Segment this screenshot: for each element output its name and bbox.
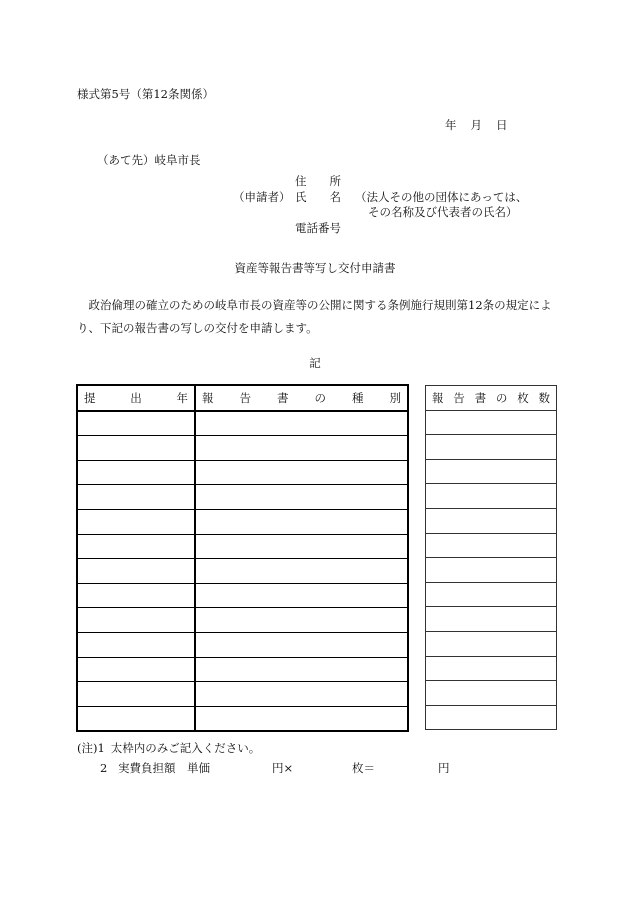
sheet-count-row	[426, 558, 557, 583]
report-table-row	[77, 436, 408, 461]
submission-year-cell[interactable]	[77, 485, 195, 510]
report-type-cell[interactable]	[195, 682, 408, 707]
yen-unit: 円	[438, 761, 450, 775]
submission-year-cell[interactable]	[77, 436, 195, 461]
report-table-row	[77, 706, 408, 731]
report-table	[76, 384, 409, 732]
report-table-header	[77, 385, 408, 411]
sheet-count-row	[426, 459, 557, 484]
address-label: 住 所	[295, 174, 341, 188]
header-char: 年	[176, 390, 188, 405]
report-type-cell[interactable]	[195, 608, 408, 633]
sheet-count-cell[interactable]	[426, 484, 557, 509]
sheet-count-row	[426, 410, 557, 435]
report-type-cell[interactable]	[195, 534, 408, 559]
sheet-count-cell[interactable]	[426, 705, 557, 730]
report-table-row	[77, 657, 408, 682]
note-2-text: 実費負担額 単価	[118, 761, 210, 775]
submission-year-cell[interactable]	[77, 706, 195, 731]
sheet-count-cell[interactable]	[426, 558, 557, 583]
report-table-row	[77, 682, 408, 707]
sheet-count-header	[426, 386, 557, 411]
submission-year-header	[77, 385, 195, 411]
report-type-cell[interactable]	[195, 632, 408, 657]
sheet-count-cell[interactable]	[426, 410, 557, 435]
sheet-count-cell[interactable]	[426, 631, 557, 656]
sheets-equals: 枚＝	[352, 761, 375, 775]
addressee: （あて先）岐阜市長	[97, 153, 201, 167]
submission-year-cell[interactable]	[77, 657, 195, 682]
sheet-count-row	[426, 484, 557, 509]
yen-times: 円×	[272, 761, 294, 775]
header-char: 報	[202, 390, 214, 405]
phone-label: 電話番号	[295, 221, 341, 235]
report-type-cell[interactable]	[195, 485, 408, 510]
report-type-cell[interactable]	[195, 657, 408, 682]
note-1-text: 太枠内のみご記入ください。	[110, 741, 261, 755]
sheet-count-row	[426, 435, 557, 460]
sheet-count-row	[426, 508, 557, 533]
submission-year-cell[interactable]	[77, 608, 195, 633]
submission-year-cell[interactable]	[77, 682, 195, 707]
note-label: (注)1	[77, 741, 105, 755]
sheet-count-cell[interactable]	[426, 582, 557, 607]
report-table-row	[77, 632, 408, 657]
report-table-row	[77, 485, 408, 510]
header-char: 出	[130, 390, 142, 405]
report-type-cell[interactable]	[195, 509, 408, 534]
header-char: 告	[239, 390, 251, 405]
report-table-body	[77, 411, 408, 732]
date-day-label: 日	[496, 118, 508, 132]
submission-year-cell[interactable]	[77, 534, 195, 559]
sheet-count-cell[interactable]	[426, 435, 557, 460]
header-char: 別	[389, 390, 401, 405]
sheet-count-row	[426, 681, 557, 706]
report-type-cell[interactable]	[195, 559, 408, 584]
submission-year-cell[interactable]	[77, 460, 195, 485]
name-note-line-1: （法人その他の団体にあっては、	[355, 190, 528, 204]
ki-heading: 記	[309, 356, 321, 370]
submission-year-cell[interactable]	[77, 583, 195, 608]
report-type-cell[interactable]	[195, 583, 408, 608]
submission-year-cell[interactable]	[77, 559, 195, 584]
sheet-count-row	[426, 656, 557, 681]
report-table-row	[77, 509, 408, 534]
sheet-count-cell[interactable]	[426, 607, 557, 632]
name-label: 氏 名	[295, 190, 341, 204]
header-char: の	[495, 390, 508, 405]
sheet-count-row	[426, 533, 557, 558]
sheet-count-body	[426, 410, 557, 730]
sheet-count-cell[interactable]	[426, 681, 557, 706]
report-table-row	[77, 559, 408, 584]
report-table-row	[77, 460, 408, 485]
header-char: 枚	[517, 390, 529, 405]
report-type-cell[interactable]	[195, 460, 408, 485]
submission-year-cell[interactable]	[77, 411, 195, 436]
report-table-row	[77, 583, 408, 608]
submission-year-cell[interactable]	[77, 632, 195, 657]
sheet-count-table	[425, 385, 557, 730]
document-title: 資産等報告書等写し交付申請書	[234, 261, 396, 275]
sheet-count-row	[426, 582, 557, 607]
report-type-cell[interactable]	[195, 706, 408, 731]
note-2	[100, 760, 450, 776]
sheet-count-cell[interactable]	[426, 656, 557, 681]
header-char: 告	[453, 390, 465, 405]
sheet-count-row	[426, 705, 557, 730]
report-type-cell[interactable]	[195, 436, 408, 461]
sheet-count-row	[426, 607, 557, 632]
sheet-count-cell[interactable]	[426, 508, 557, 533]
form-number: 様式第5号（第12条関係）	[77, 87, 214, 101]
date-month-label: 月	[470, 118, 482, 132]
header-char: 数	[538, 390, 550, 405]
report-type-header	[195, 385, 408, 411]
sheet-count-header-row	[426, 386, 557, 411]
header-char: 書	[277, 390, 289, 405]
body-sentence: 政治倫理の確立のための岐阜市長の資産等の公開に関する条例施行規則第12条の規定により、下記の報告書の写しの交付を申請します。	[77, 298, 552, 335]
header-char: 書	[474, 390, 487, 405]
submission-year-cell[interactable]	[77, 509, 195, 534]
header-char: の	[314, 390, 326, 405]
report-type-cell[interactable]	[195, 411, 408, 436]
header-char: 種	[352, 390, 364, 405]
date-year-label: 年	[445, 118, 457, 132]
body-text	[77, 294, 557, 340]
applicant-label: （申請者）	[233, 190, 291, 204]
report-table-row	[77, 534, 408, 559]
name-note-line-2: その名称及び代表者の氏名）	[368, 205, 518, 219]
sheet-count-cell[interactable]	[426, 533, 557, 558]
header-char: 報	[432, 390, 444, 405]
sheet-count-cell[interactable]	[426, 459, 557, 484]
sheet-count-row	[426, 631, 557, 656]
date-line	[445, 117, 522, 133]
report-table-row	[77, 411, 408, 436]
header-char: 提	[84, 390, 96, 405]
note-2-number: 2	[100, 761, 108, 775]
report-table-row	[77, 608, 408, 633]
note-1	[77, 740, 260, 756]
